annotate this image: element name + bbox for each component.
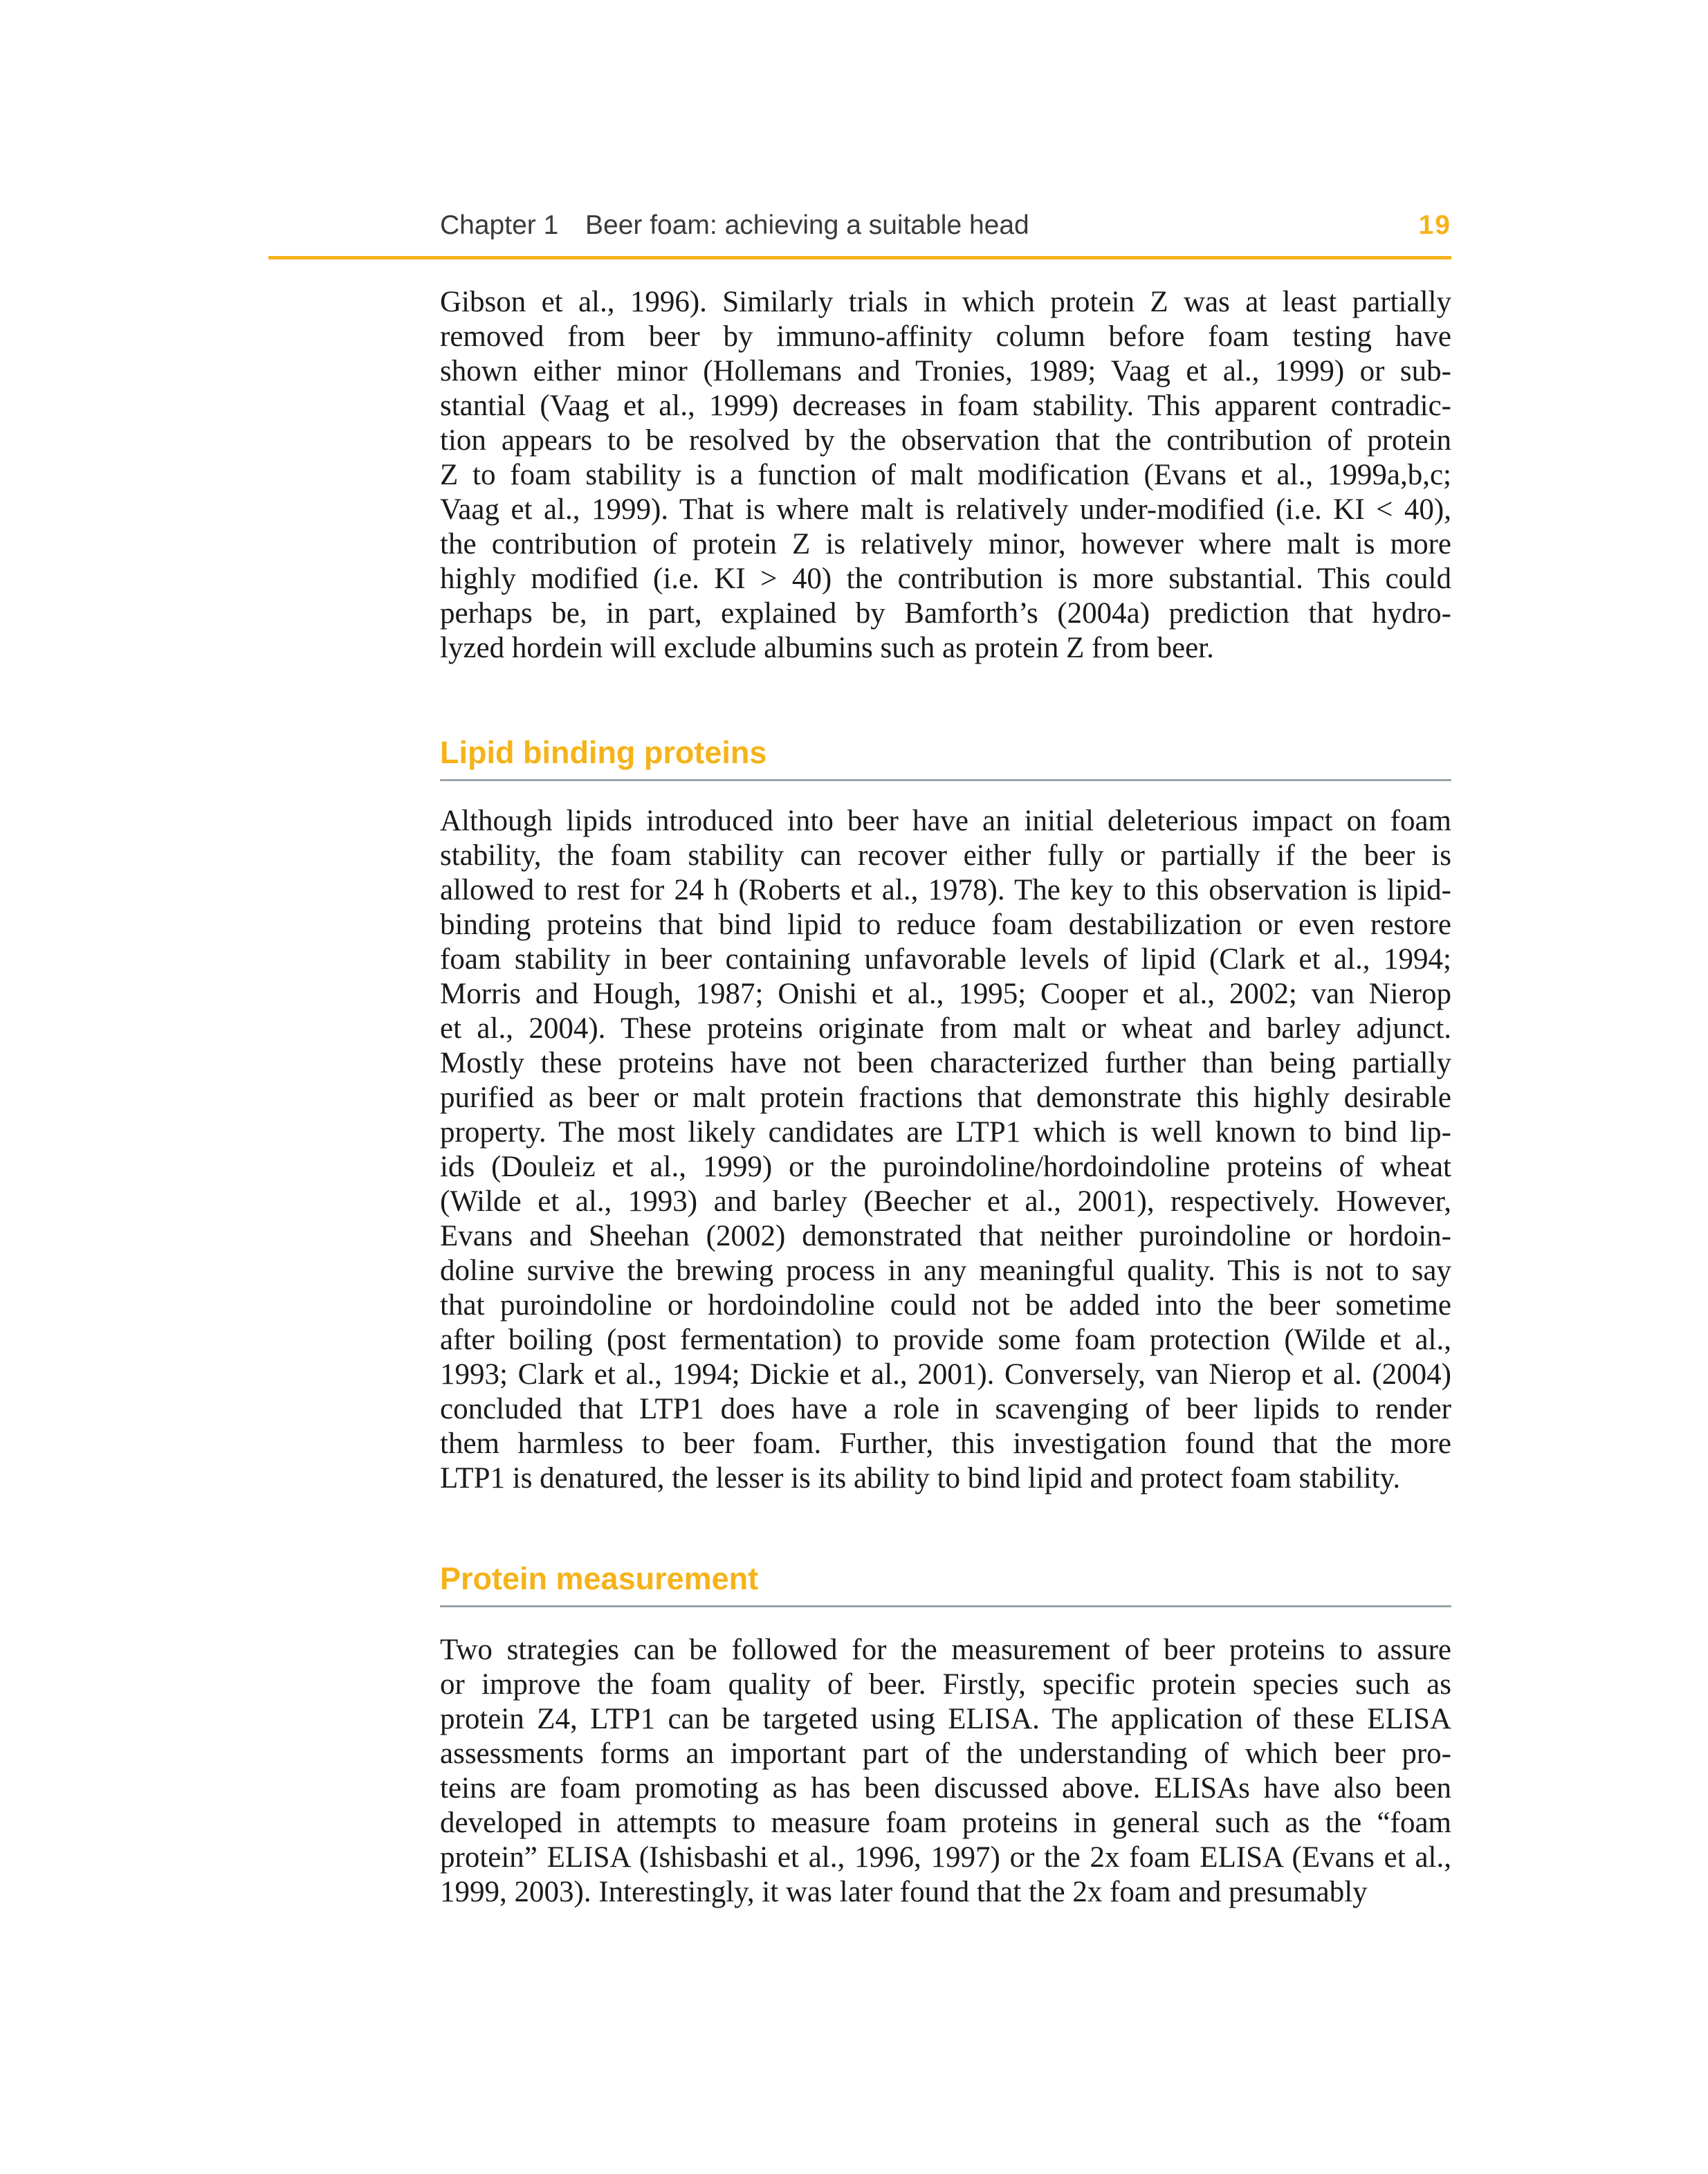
text-line: highly modified (i.e. KI > 40) the contribution is more substantial. This could	[440, 563, 1451, 595]
text-line: removed from beer by immuno-affinity column before foam testing have	[440, 320, 1451, 353]
text-line: 1993; Clark et al., 1994; Dickie et al., 2001). Conversely, van Nierop et al. (2004)	[440, 1358, 1451, 1391]
text-line: Gibson et al., 1996). Similarly trials in which protein Z was at least partially	[440, 286, 1451, 318]
protein-measurement-paragraph	[440, 1633, 1451, 1910]
text-line: (Wilde et al., 1993) and barley (Beecher et al., 2001), respectively. However,	[440, 1185, 1451, 1218]
text-line: after boiling (post fermentation) to provide some foam protection (Wilde et al.,	[440, 1324, 1451, 1356]
text-line: Evans and Sheehan (2002) demonstrated that neither puroindoline or hordoin-	[440, 1220, 1451, 1252]
text-line: or improve the foam quality of beer. Firstly, specific protein species such as	[440, 1668, 1451, 1701]
section-heading-protein-measurement: Protein measurement	[440, 1561, 759, 1596]
text-line: Although lipids introduced into beer have an initial deleterious impact on foam	[440, 805, 1451, 837]
text-line: et al., 2004). These proteins originate from malt or wheat and barley adjunct.	[440, 1012, 1451, 1045]
section-rule	[440, 1605, 1451, 1607]
text-line: assessments forms an important part of the understanding of which beer pro-	[440, 1737, 1451, 1770]
text-line: stability, the foam stability can recover either fully or partially if the beer is	[440, 839, 1451, 872]
text-line: protein Z4, LTP1 can be targeted using ELISA. The application of these ELISA	[440, 1703, 1451, 1735]
text-line: stantial (Vaag et al., 1999) decreases in foam stability. This apparent contradic-	[440, 390, 1451, 422]
text-line: binding proteins that bind lipid to reduce foam destabilization or even restore	[440, 908, 1451, 941]
text-line: lyzed hordein will exclude albumins such as protein Z from beer.	[440, 632, 1214, 664]
text-line: Z to foam stability is a function of malt modification (Evans et al., 1999a,b,c;	[440, 459, 1451, 491]
section-heading-lipid-binding-proteins: Lipid binding proteins	[440, 735, 767, 770]
text-line: foam stability in beer containing unfavorable levels of lipid (Clark et al., 1994;	[440, 943, 1451, 976]
text-line: shown either minor (Hollemans and Tronies, 1989; Vaag et al., 1999) or sub-	[440, 355, 1451, 387]
text-line: Morris and Hough, 1987; Onishi et al., 1995; Cooper et al., 2002; van Nierop	[440, 978, 1451, 1010]
text-line: doline survive the brewing process in any meaningful quality. This is not to say	[440, 1254, 1451, 1287]
section-rule	[440, 779, 1451, 781]
chapter-title: Beer foam: achieving a suitable head	[585, 210, 1029, 240]
text-line: the contribution of protein Z is relatively minor, however where malt is more	[440, 528, 1451, 560]
text-line: allowed to rest for 24 h (Roberts et al., 1978). The key to this observation is lipid-	[440, 874, 1451, 906]
text-line: LTP1 is denatured, the lesser is its ability to bind lipid and protect foam stability.	[440, 1462, 1401, 1495]
text-line: purified as beer or malt protein fractions that demonstrate this highly desirable	[440, 1081, 1451, 1114]
text-line: them harmless to beer foam. Further, this investigation found that the more	[440, 1427, 1451, 1460]
text-line: Two strategies can be followed for the measurement of beer proteins to assure	[440, 1634, 1451, 1666]
header-rule	[268, 256, 1451, 259]
text-line: protein” ELISA (Ishisbashi et al., 1996, 1997) or the 2x foam ELISA (Evans et al.,	[440, 1841, 1451, 1874]
text-line: ids (Douleiz et al., 1999) or the puroindoline/hordoindoline proteins of wheat	[440, 1151, 1451, 1183]
intro-paragraph	[440, 285, 1451, 666]
text-line: tion appears to be resolved by the observation that the contribution of protein	[440, 424, 1451, 457]
text-line: perhaps be, in part, explained by Bamforth’s (2004a) prediction that hydro-	[440, 597, 1451, 630]
page-number: 19	[1418, 210, 1451, 240]
chapter-label: Chapter 1	[440, 210, 559, 240]
running-header	[440, 205, 1451, 246]
text-line: teins are foam promoting as has been discussed above. ELISAs have also been	[440, 1772, 1451, 1805]
text-line: developed in attempts to measure foam proteins in general such as the “foam	[440, 1807, 1451, 1839]
text-line: 1999, 2003). Interestingly, it was later found that the 2x foam and presumably	[440, 1876, 1368, 1908]
text-line: concluded that LTP1 does have a role in scavenging of beer lipids to render	[440, 1393, 1451, 1425]
text-line: that puroindoline or hordoindoline could not be added into the beer sometime	[440, 1289, 1451, 1322]
text-line: Mostly these proteins have not been characterized further than being partially	[440, 1047, 1451, 1079]
lipid-binding-paragraph	[440, 804, 1451, 1496]
text-line: Vaag et al., 1999). That is where malt is relatively under-modified (i.e. KI < 40),	[440, 493, 1451, 526]
text-line: property. The most likely candidates are LTP1 which is well known to bind lip-	[440, 1116, 1451, 1149]
